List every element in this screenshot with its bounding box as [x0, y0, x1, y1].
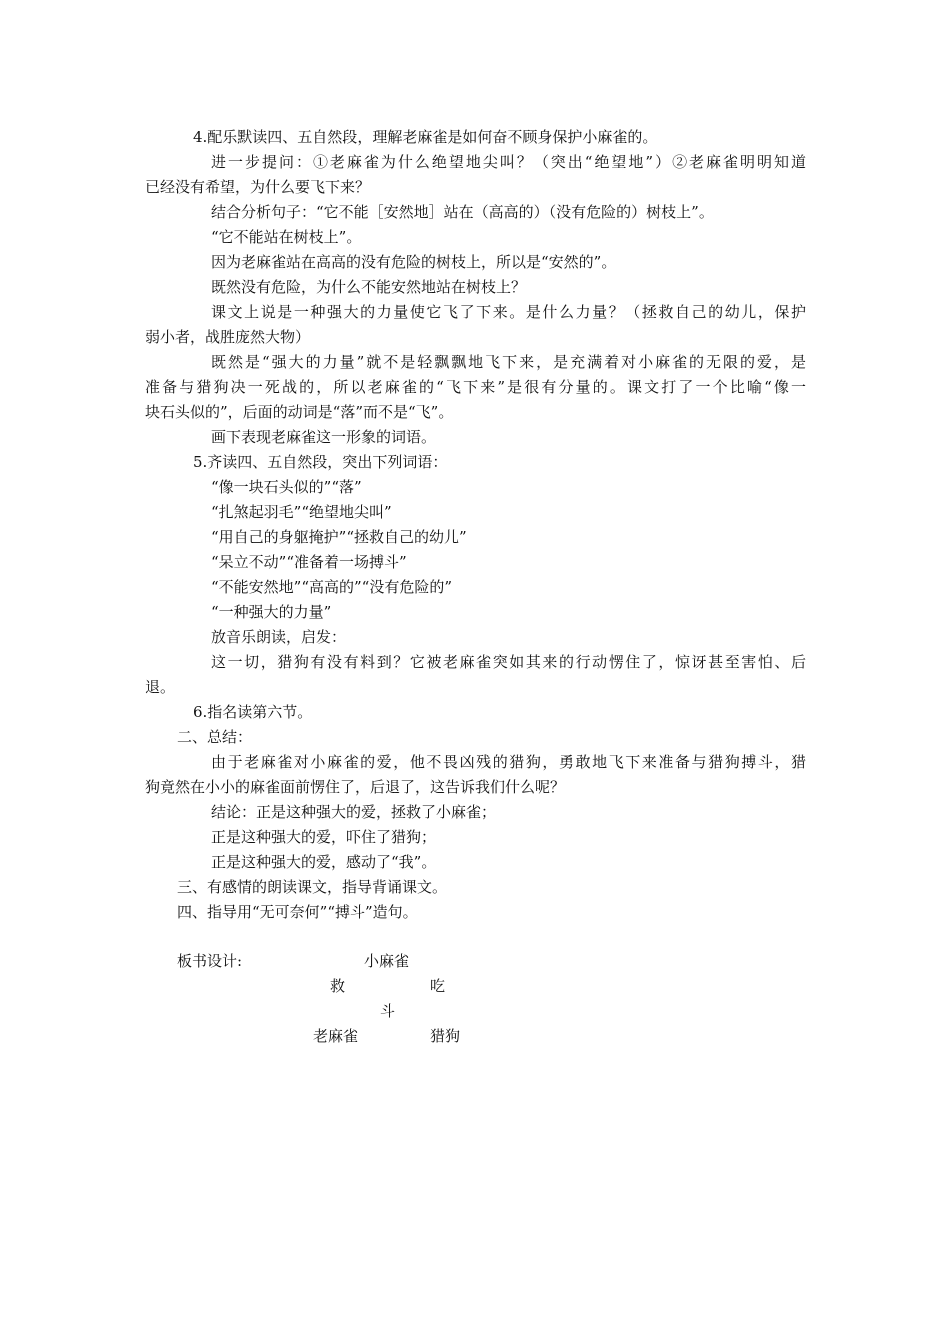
paragraph-line: 正是这种强大的爱，吓住了猎狗； — [211, 828, 437, 846]
paragraph-line: 弱小者，战胜庞然大物） — [145, 328, 311, 346]
paragraph-line: 已经没有希望，为什么要飞下来？ — [145, 178, 371, 196]
paragraph-line: 课文上说是一种强大的力量使它飞了下来。是什么力量？（拯救自己的幼儿，保护 — [211, 303, 806, 321]
paragraph-line: 块石头似的”，后面的动词是“落”而不是“飞”。 — [145, 403, 454, 421]
paragraph-line: “呆立不动”“准备着一场搏斗” — [211, 553, 407, 571]
paragraph-line: “一种强大的力量” — [211, 603, 332, 621]
paragraph-line: “它不能站在树枝上”。 — [211, 228, 362, 246]
paragraph-line: 退。 — [145, 678, 176, 696]
paragraph-line: 画下表现老麻雀这一形象的词语。 — [211, 428, 437, 446]
board-left-verb: 救 — [330, 977, 346, 995]
paragraph-line: 4.配乐默读四、五自然段，理解老麻雀是如何奋不顾身保护小麻雀的。 — [193, 128, 658, 146]
paragraph-line: “不能安然地”“高高的”“没有危险的” — [211, 578, 453, 596]
paragraph-line: 正是这种强大的爱，感动了“我”。 — [211, 853, 437, 871]
board-center-verb: 斗 — [380, 1002, 396, 1020]
board-right-verb: 吃 — [430, 977, 446, 995]
paragraph-line: “像一块石头似的”“落” — [211, 478, 362, 496]
paragraph-line: 6.指名读第六节。 — [193, 703, 313, 721]
paragraph-line: 放音乐朗读，启发： — [211, 628, 347, 646]
paragraph-line: 进一步提问：①老麻雀为什么绝望地尖叫？（突出“绝望地”）②老麻雀明明知道 — [211, 153, 806, 171]
paragraph-line: 5.齐读四、五自然段，突出下列词语： — [193, 453, 448, 471]
board-bottom-right-node: 猎狗 — [430, 1027, 461, 1045]
paragraph-line: 这一切，猎狗有没有料到？它被老麻雀突如其来的行动愣住了，惊讶甚至害怕、后 — [211, 653, 806, 671]
paragraph-line: 四、指导用“无可奈何”“搏斗”造句。 — [177, 903, 418, 921]
paragraph-line: “用自己的身躯掩护”“拯救自己的幼儿” — [211, 528, 467, 546]
paragraph-line: 结合分析句子：“它不能［安然地］站在（高高的）（没有危险的）树枝上”。 — [211, 203, 714, 221]
paragraph-line: 二、总结： — [177, 728, 253, 746]
paragraph-line: 由于老麻雀对小麻雀的爱，他不畏凶残的猎狗，勇敢地飞下来准备与猎狗搏斗，猎 — [211, 753, 806, 771]
paragraph-line: 既然没有危险，为什么不能安然地站在树枝上？ — [211, 278, 527, 296]
paragraph-line: 结论：正是这种强大的爱，拯救了小麻雀； — [211, 803, 497, 821]
paragraph-line: 因为老麻雀站在高高的没有危险的树枝上，所以是“安然的”。 — [211, 253, 617, 271]
paragraph-line: 准备与猎狗决一死战的，所以老麻雀的“飞下来”是很有分量的。课文打了一个比喻“像一 — [145, 378, 806, 396]
board-top-node: 小麻雀 — [364, 952, 410, 970]
paragraph-line: 狗竟然在小小的麻雀面前愣住了，后退了，这告诉我们什么呢？ — [145, 778, 566, 796]
board-bottom-left-node: 老麻雀 — [313, 1027, 359, 1045]
paragraph-line: 三、有感情的朗读课文，指导背诵课文。 — [177, 878, 448, 896]
board-label: 板书设计: — [177, 952, 243, 970]
paragraph-line: 既然是“强大的力量”就不是轻飘飘地飞下来，是充满着对小麻雀的无限的爱，是 — [211, 353, 806, 371]
paragraph-line: “扎煞起羽毛”“绝望地尖叫” — [211, 503, 392, 521]
